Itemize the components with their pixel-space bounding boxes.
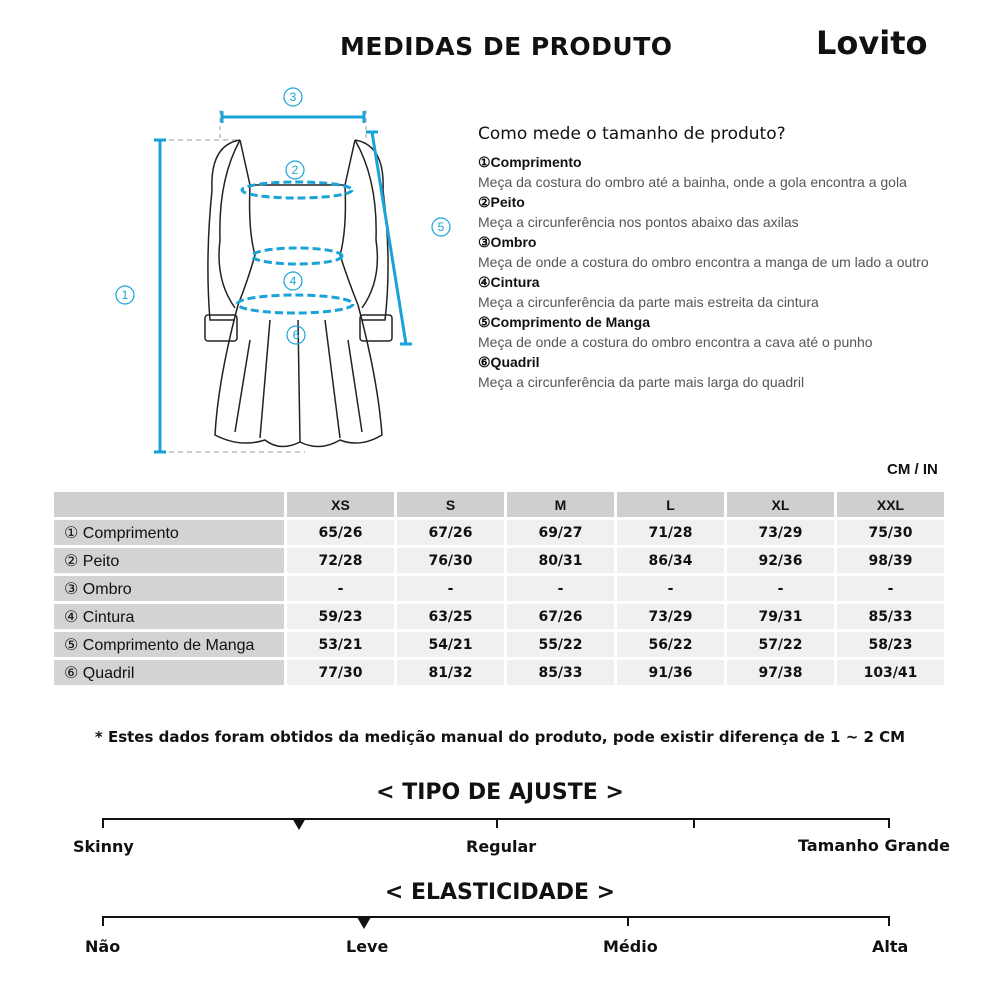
table-cell: 80/31 (507, 548, 614, 573)
guide-item (478, 272, 938, 312)
guide-item-name: ⑤Comprimento de Manga (478, 314, 651, 330)
svg-text:4: 4 (289, 274, 297, 288)
guide-item (478, 232, 938, 272)
guide-item-name: ③Ombro (478, 234, 537, 250)
table-cell: - (727, 576, 834, 601)
guide-item (478, 192, 938, 232)
table-cell: 57/22 (727, 632, 834, 657)
unit-label: CM / IN (887, 461, 938, 478)
svg-text:3: 3 (289, 90, 297, 104)
table-cell: 79/31 (727, 604, 834, 629)
table-cell: 71/28 (617, 520, 724, 545)
fit-tick (888, 818, 890, 828)
guide-item-desc: Meça a circunferência da parte mais larga do quadril (478, 374, 805, 390)
table-cell: 53/21 (287, 632, 394, 657)
table-row (54, 632, 944, 657)
table-row (54, 576, 944, 601)
table-row (54, 520, 944, 545)
size-header: XS (287, 492, 394, 517)
svg-text:5: 5 (437, 220, 445, 234)
page-title: MEDIDAS DE PRODUTO (340, 32, 673, 61)
table-cell: 72/28 (287, 548, 394, 573)
table-cell: 73/29 (617, 604, 724, 629)
elasticity-tick (627, 916, 629, 926)
guide-item-name: ⑥Quadril (478, 354, 540, 370)
row-label: ⑥ Quadril (54, 660, 284, 685)
elasticity-title: < ELASTICIDADE > (384, 880, 616, 905)
table-cell: 56/22 (617, 632, 724, 657)
fit-type-title: < TIPO DE AJUSTE > (376, 780, 624, 805)
guide-item (478, 312, 938, 352)
table-cell: 85/33 (837, 604, 944, 629)
table-cell: 77/30 (287, 660, 394, 685)
table-header-row (54, 492, 944, 517)
table-cell: 86/34 (617, 548, 724, 573)
row-label: ③ Ombro (54, 576, 284, 601)
table-row (54, 548, 944, 573)
table-cell: - (837, 576, 944, 601)
size-header: M (507, 492, 614, 517)
table-cell: 63/25 (397, 604, 504, 629)
table-cell: 67/26 (397, 520, 504, 545)
dress-illustration (100, 80, 470, 470)
table-cell: 59/23 (287, 604, 394, 629)
svg-text:1: 1 (121, 288, 129, 302)
elasticity-label-high: Alta (872, 937, 909, 956)
guide-item-desc: Meça a circunferência da parte mais estreita da cintura (478, 294, 819, 310)
elasticity-scale-line (102, 916, 890, 918)
table-cell: 65/26 (287, 520, 394, 545)
table-cell: 98/39 (837, 548, 944, 573)
elasticity-tick (102, 916, 104, 926)
table-cell: - (617, 576, 724, 601)
guide-heading: Como mede o tamanho de produto? (478, 124, 786, 144)
table-cell: 67/26 (507, 604, 614, 629)
table-row (54, 660, 944, 685)
guide-item-desc: Meça de onde a costura do ombro encontra a cava até o punho (478, 334, 873, 350)
fit-tick (693, 818, 695, 828)
table-cell: - (287, 576, 394, 601)
table-cell: 81/32 (397, 660, 504, 685)
size-table (51, 489, 947, 688)
guide-item (478, 352, 938, 392)
elasticity-label-medium: Médio (603, 937, 658, 956)
guide-item (478, 152, 938, 192)
guide-item-name: ④Cintura (478, 274, 540, 290)
row-label: ⑤ Comprimento de Manga (54, 632, 284, 657)
table-cell: 103/41 (837, 660, 944, 685)
size-header: L (617, 492, 724, 517)
table-row (54, 604, 944, 629)
table-cell: 91/36 (617, 660, 724, 685)
elasticity-label-none: Não (85, 937, 121, 956)
garment-diagram (100, 80, 470, 470)
size-header: XL (727, 492, 834, 517)
fit-tick (102, 818, 104, 828)
svg-text:6: 6 (292, 328, 300, 342)
fit-tick (496, 818, 498, 828)
table-cell: 75/30 (837, 520, 944, 545)
fit-marker-icon (292, 818, 306, 830)
fit-label-skinny: Skinny (73, 837, 134, 856)
guide-item-desc: Meça da costura do ombro até a bainha, onde a gola encontra a gola (478, 174, 907, 190)
table-cell: 92/36 (727, 548, 834, 573)
row-label: ② Peito (54, 548, 284, 573)
table-corner (54, 492, 284, 517)
fit-label-regular: Regular (466, 837, 537, 856)
brand-logo: Lovito (816, 24, 928, 62)
table-cell: 69/27 (507, 520, 614, 545)
measurement-guide (478, 124, 938, 392)
guide-item-desc: Meça de onde a costura do ombro encontra a manga de um lado a outro (478, 254, 929, 270)
guide-item-desc: Meça a circunferência nos pontos abaixo das axilas (478, 214, 799, 230)
elasticity-marker-icon (357, 917, 371, 929)
elasticity-label-light: Leve (346, 937, 389, 956)
size-header: XXL (837, 492, 944, 517)
row-label: ① Comprimento (54, 520, 284, 545)
table-cell: 54/21 (397, 632, 504, 657)
elasticity-tick (888, 916, 890, 926)
table-cell: 76/30 (397, 548, 504, 573)
svg-text:2: 2 (291, 163, 299, 177)
guide-item-name: ②Peito (478, 194, 525, 210)
guide-item-name: ①Comprimento (478, 154, 582, 170)
table-cell: 73/29 (727, 520, 834, 545)
row-label: ④ Cintura (54, 604, 284, 629)
size-header: S (397, 492, 504, 517)
table-cell: 97/38 (727, 660, 834, 685)
table-cell: 85/33 (507, 660, 614, 685)
fit-label-plus: Tamanho Grande (798, 836, 950, 855)
table-cell: - (507, 576, 614, 601)
table-cell: 58/23 (837, 632, 944, 657)
table-cell: 55/22 (507, 632, 614, 657)
table-cell: - (397, 576, 504, 601)
measurement-note: * Estes dados foram obtidos da medição manual do produto, pode existir diferença de 1 ~ 2 CM (94, 728, 906, 746)
